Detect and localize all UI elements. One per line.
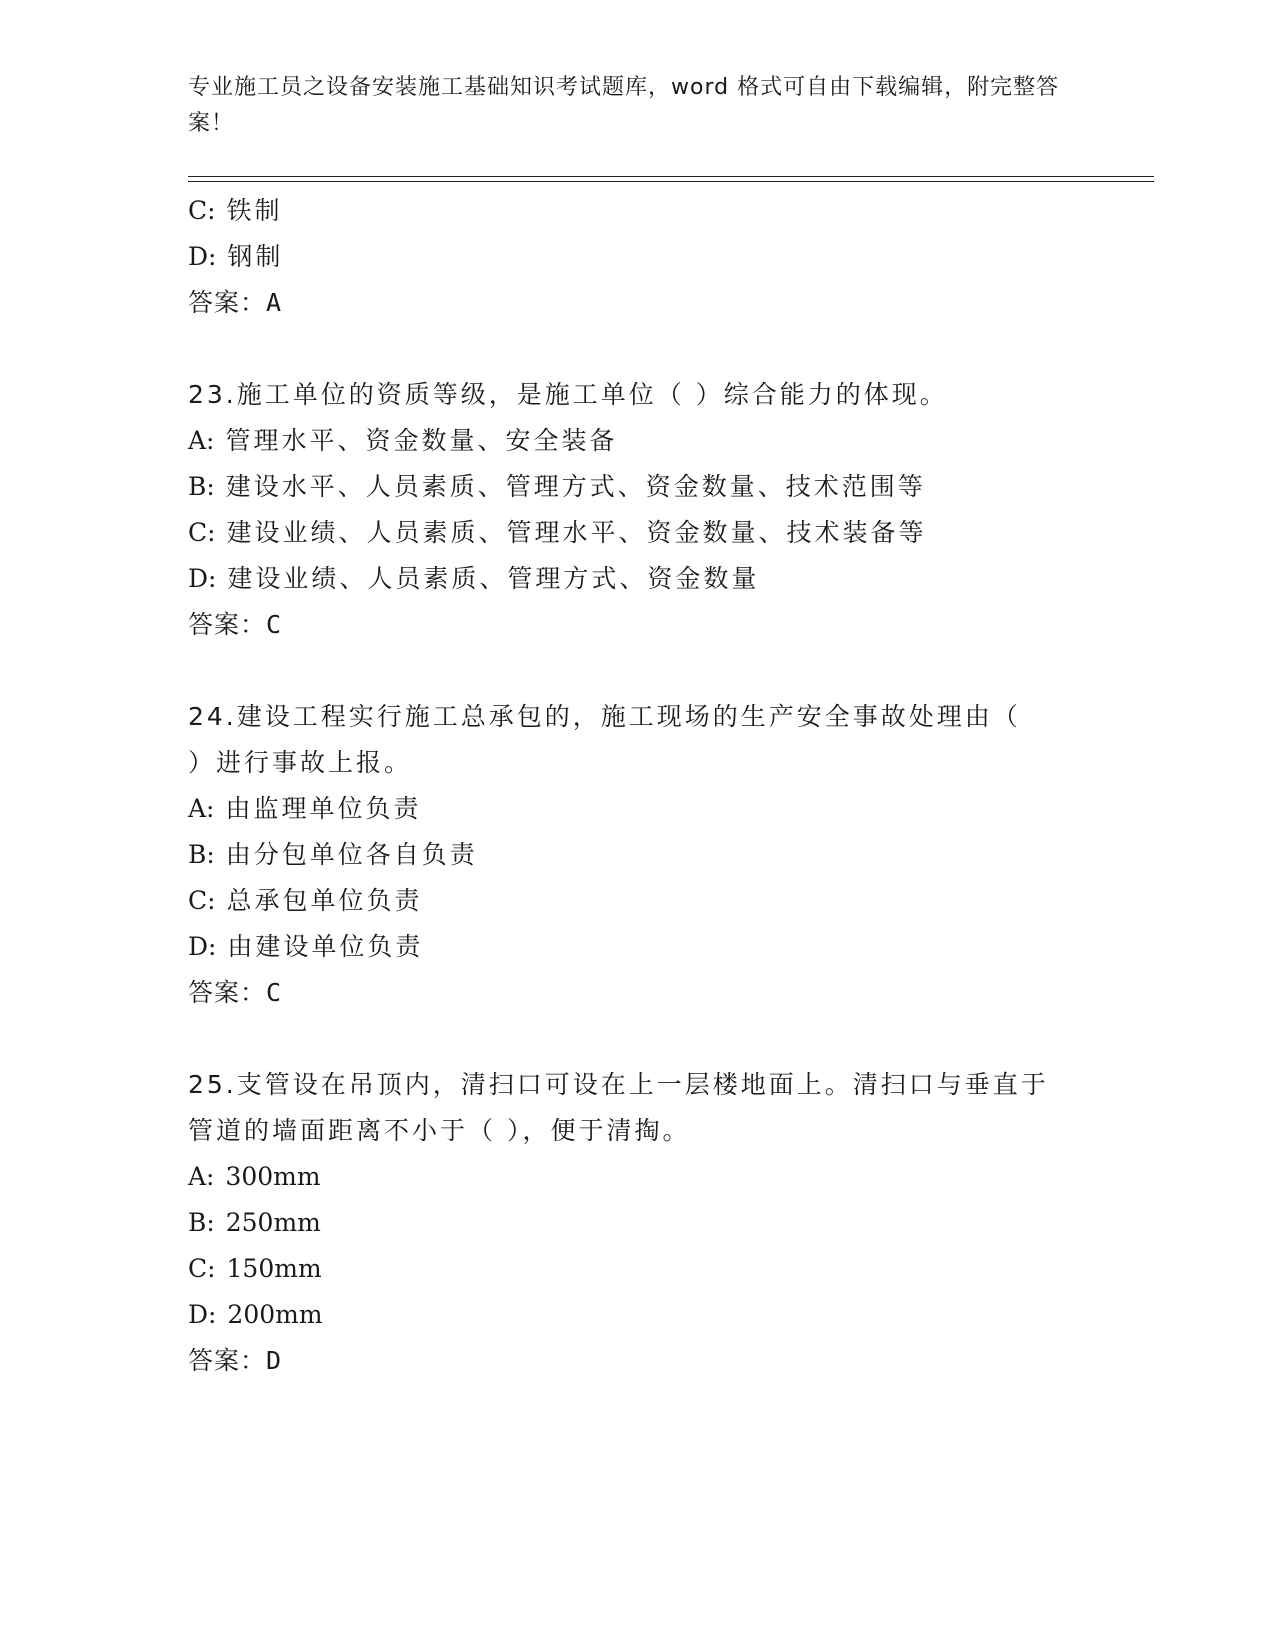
option-text: 建设业绩、人员素质、管理水平、资金数量、技术装备等 bbox=[226, 518, 927, 547]
option-text: 管理水平、资金数量、安全装备 bbox=[225, 426, 618, 455]
question-stem-line-1: 25.支管设在吊顶内，清扫口可设在上一层楼地面上。清扫口与垂直于 bbox=[188, 1070, 1049, 1099]
header-divider-bottom bbox=[188, 181, 1154, 182]
spacer bbox=[188, 326, 1088, 372]
option-d bbox=[188, 556, 1088, 602]
document-header: 专业施工员之设备安装施工基础知识考试题库，word 格式可自由下载编辑，附完整答案！ bbox=[188, 75, 1060, 136]
option-d bbox=[188, 924, 1088, 970]
answer-line: 答案：A bbox=[188, 288, 283, 317]
option-label: D: bbox=[188, 1300, 217, 1329]
option-label: D: bbox=[188, 932, 217, 961]
option-label: A: bbox=[188, 794, 215, 823]
question-stem-line-2: 管道的墙面距离不小于（ ），便于清掏。 bbox=[188, 1116, 691, 1145]
option-d bbox=[188, 1292, 1088, 1338]
header-divider-top bbox=[188, 176, 1154, 177]
option-a bbox=[188, 1154, 1088, 1200]
option-label: D: bbox=[188, 242, 217, 271]
option-text: 钢制 bbox=[227, 242, 284, 271]
question-24 bbox=[188, 694, 1088, 1016]
question-stem-line-1: 24.建设工程实行施工总承包的，施工现场的生产安全事故处理由（ bbox=[188, 702, 1021, 731]
question-25 bbox=[188, 1062, 1088, 1384]
option-text: 150mm bbox=[226, 1254, 322, 1283]
answer-line: 答案：C bbox=[188, 978, 283, 1007]
question-22-continuation bbox=[188, 188, 1088, 326]
option-text: 建设业绩、人员素质、管理方式、资金数量 bbox=[227, 564, 760, 593]
answer-line: 答案：C bbox=[188, 610, 283, 639]
spacer bbox=[188, 1016, 1088, 1062]
option-text: 由监理单位负责 bbox=[225, 794, 422, 823]
option-label: B: bbox=[188, 840, 215, 869]
question-list bbox=[188, 188, 1088, 1384]
option-c bbox=[188, 510, 1088, 556]
question-23 bbox=[188, 372, 1088, 648]
option-text: 由分包单位各自负责 bbox=[225, 840, 478, 869]
option-text: 300mm bbox=[225, 1162, 321, 1191]
option-a bbox=[188, 418, 1088, 464]
option-label: C: bbox=[188, 196, 216, 225]
option-label: B: bbox=[188, 1208, 215, 1237]
option-label: C: bbox=[188, 1254, 216, 1283]
option-label: C: bbox=[188, 518, 216, 547]
option-label: D: bbox=[188, 564, 217, 593]
option-c bbox=[188, 188, 1088, 234]
question-stem: 23.施工单位的资质等级，是施工单位（ ）综合能力的体现。 bbox=[188, 380, 948, 409]
option-b bbox=[188, 1200, 1088, 1246]
option-text: 200mm bbox=[227, 1300, 323, 1329]
option-text: 建设水平、人员素质、管理方式、资金数量、技术范围等 bbox=[225, 472, 926, 501]
option-text: 铁制 bbox=[226, 196, 283, 225]
option-text: 由建设单位负责 bbox=[227, 932, 424, 961]
option-label: A: bbox=[188, 426, 215, 455]
question-stem-line-2: ）进行事故上报。 bbox=[188, 748, 413, 777]
option-b bbox=[188, 464, 1088, 510]
option-d bbox=[188, 234, 1088, 280]
option-b bbox=[188, 832, 1088, 878]
option-text: 总承包单位负责 bbox=[226, 886, 423, 915]
option-label: C: bbox=[188, 886, 216, 915]
option-label: A: bbox=[188, 1162, 215, 1191]
spacer bbox=[188, 648, 1088, 694]
option-c bbox=[188, 878, 1088, 924]
answer-line: 答案：D bbox=[188, 1346, 283, 1375]
option-label: B: bbox=[188, 472, 215, 501]
option-a bbox=[188, 786, 1088, 832]
option-text: 250mm bbox=[225, 1208, 321, 1237]
option-c bbox=[188, 1246, 1088, 1292]
